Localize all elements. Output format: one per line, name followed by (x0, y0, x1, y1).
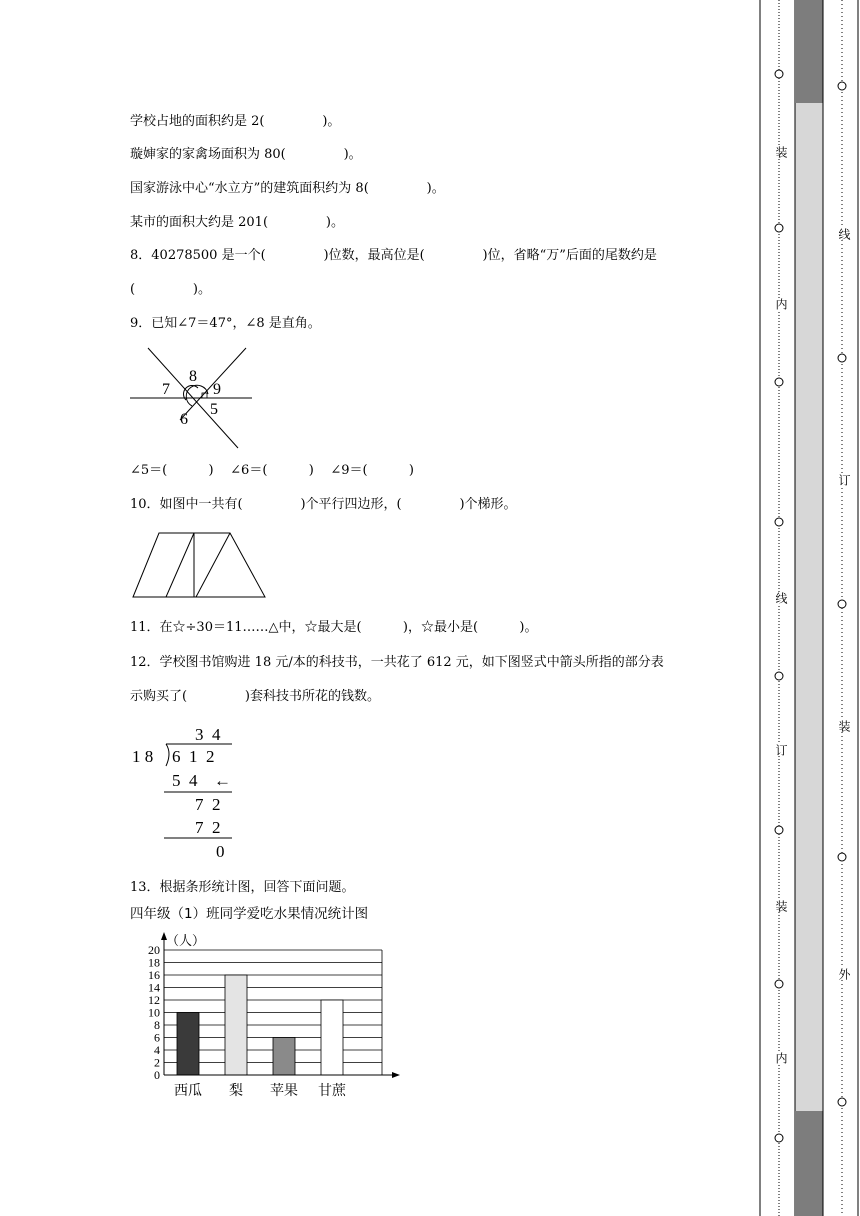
margin-inner-label-xian: 线 (837, 228, 851, 240)
division-arrow: ← (214, 771, 231, 790)
y-tick-label: 2 (154, 1055, 160, 1070)
chart-title: 四年级（1）班同学爱吃水果情况统计图 (130, 906, 369, 922)
angle-label-8: 8 (189, 368, 197, 385)
margin-inner-label-wai: 外 (837, 968, 851, 980)
bar-2 (225, 975, 247, 1075)
margin-inner-label-zhuang: 装 (837, 720, 851, 732)
y-tick-label: 14 (148, 980, 160, 995)
division-dividend: 6 1 2 (172, 747, 215, 766)
division-remainder: 0 (216, 842, 225, 861)
division-divisor: 1 8 (132, 747, 154, 766)
bar-3 (273, 1038, 295, 1076)
binding-margin (758, 0, 860, 1216)
division-step-2: 7 2 (195, 795, 221, 814)
unit-line-4: 某市的面积大约是 201( )。 (130, 215, 344, 230)
y-tick-label: 18 (148, 955, 160, 970)
bar-1 (177, 1013, 199, 1076)
long-division (128, 722, 258, 862)
binding-margin-lines (758, 0, 860, 1216)
division-step-1: 5 4 (172, 771, 198, 790)
y-tick-label: 12 (148, 993, 160, 1007)
margin-label-nei-2: 内 (774, 1052, 788, 1064)
x-axis-arrow (392, 1072, 400, 1078)
question-12-line-2: 示购买了( )套科技书所花的钱数。 (130, 689, 380, 704)
angle-label-7: 7 (162, 381, 170, 398)
x-category-label: 梨 (229, 1084, 243, 1099)
bar-4 (321, 1000, 343, 1075)
margin-inner-label-ding: 订 (837, 474, 851, 486)
y-tick-label: 16 (148, 968, 160, 982)
x-category-label: 苹果 (270, 1084, 298, 1099)
question-13-text: 13．根据条形统计图，回答下面问题。 (130, 880, 355, 895)
angle-figure (128, 344, 258, 454)
question-8-line-1: 8．40278500 是一个( )位数，最高位是( )位，省略“万”后面的尾数约是 (130, 248, 657, 263)
question-10-text: 10．如图中一共有( )个平行四边形，( )个梯形。 (130, 497, 517, 512)
bar-chart (130, 930, 410, 1108)
margin-label-xian-1: 线 (774, 592, 788, 604)
x-category-label: 甘蔗 (318, 1084, 346, 1099)
trapezoid-figure (132, 531, 272, 601)
margin-label-ding-1: 订 (774, 744, 788, 756)
margin-label-zhuang-1: 装 (774, 146, 788, 158)
question-12-line-1: 12．学校图书馆购进 18 元/本的科技书，一共花了 612 元，如下图竖式中箭头所指的部分表 (130, 655, 664, 670)
unit-line-2: 璇婶家的家禽场面积为 80( )。 (130, 147, 362, 162)
y-tick-label: 10 (148, 1005, 160, 1020)
unit-line-1: 学校占地的面积约是 2( )。 (130, 114, 341, 129)
division-step-3: 7 2 (195, 818, 221, 837)
x-category-label: 西瓜 (174, 1084, 202, 1099)
question-9-answers: ∠5＝( ) ∠6＝( ) ∠9＝( ) (130, 463, 414, 478)
angle-label-5: 5 (210, 401, 218, 418)
question-8-line-2: ( )。 (130, 282, 211, 297)
unit-line-3: 国家游泳中心“水立方”的建筑面积约为 8( )。 (130, 181, 445, 196)
question-9-text: 9．已知∠7＝47°，∠8 是直角。 (130, 316, 321, 331)
margin-label-zhuang-2: 装 (774, 900, 788, 912)
question-11-text: 11．在☆÷30＝11……△中，☆最大是( )，☆最小是( )。 (130, 620, 538, 635)
y-tick-label: 6 (154, 1030, 160, 1045)
y-tick-label: 8 (154, 1018, 160, 1032)
y-tick-label: 4 (154, 1043, 160, 1057)
angle-label-6: 6 (180, 411, 188, 428)
y-tick-label: 0 (154, 1068, 160, 1082)
y-axis-unit: （人） (166, 933, 206, 948)
angle-label-9: 9 (213, 381, 221, 398)
margin-label-nei-1: 内 (774, 298, 788, 310)
division-quotient: 3 4 (195, 725, 221, 744)
y-tick-label: 20 (148, 943, 160, 957)
